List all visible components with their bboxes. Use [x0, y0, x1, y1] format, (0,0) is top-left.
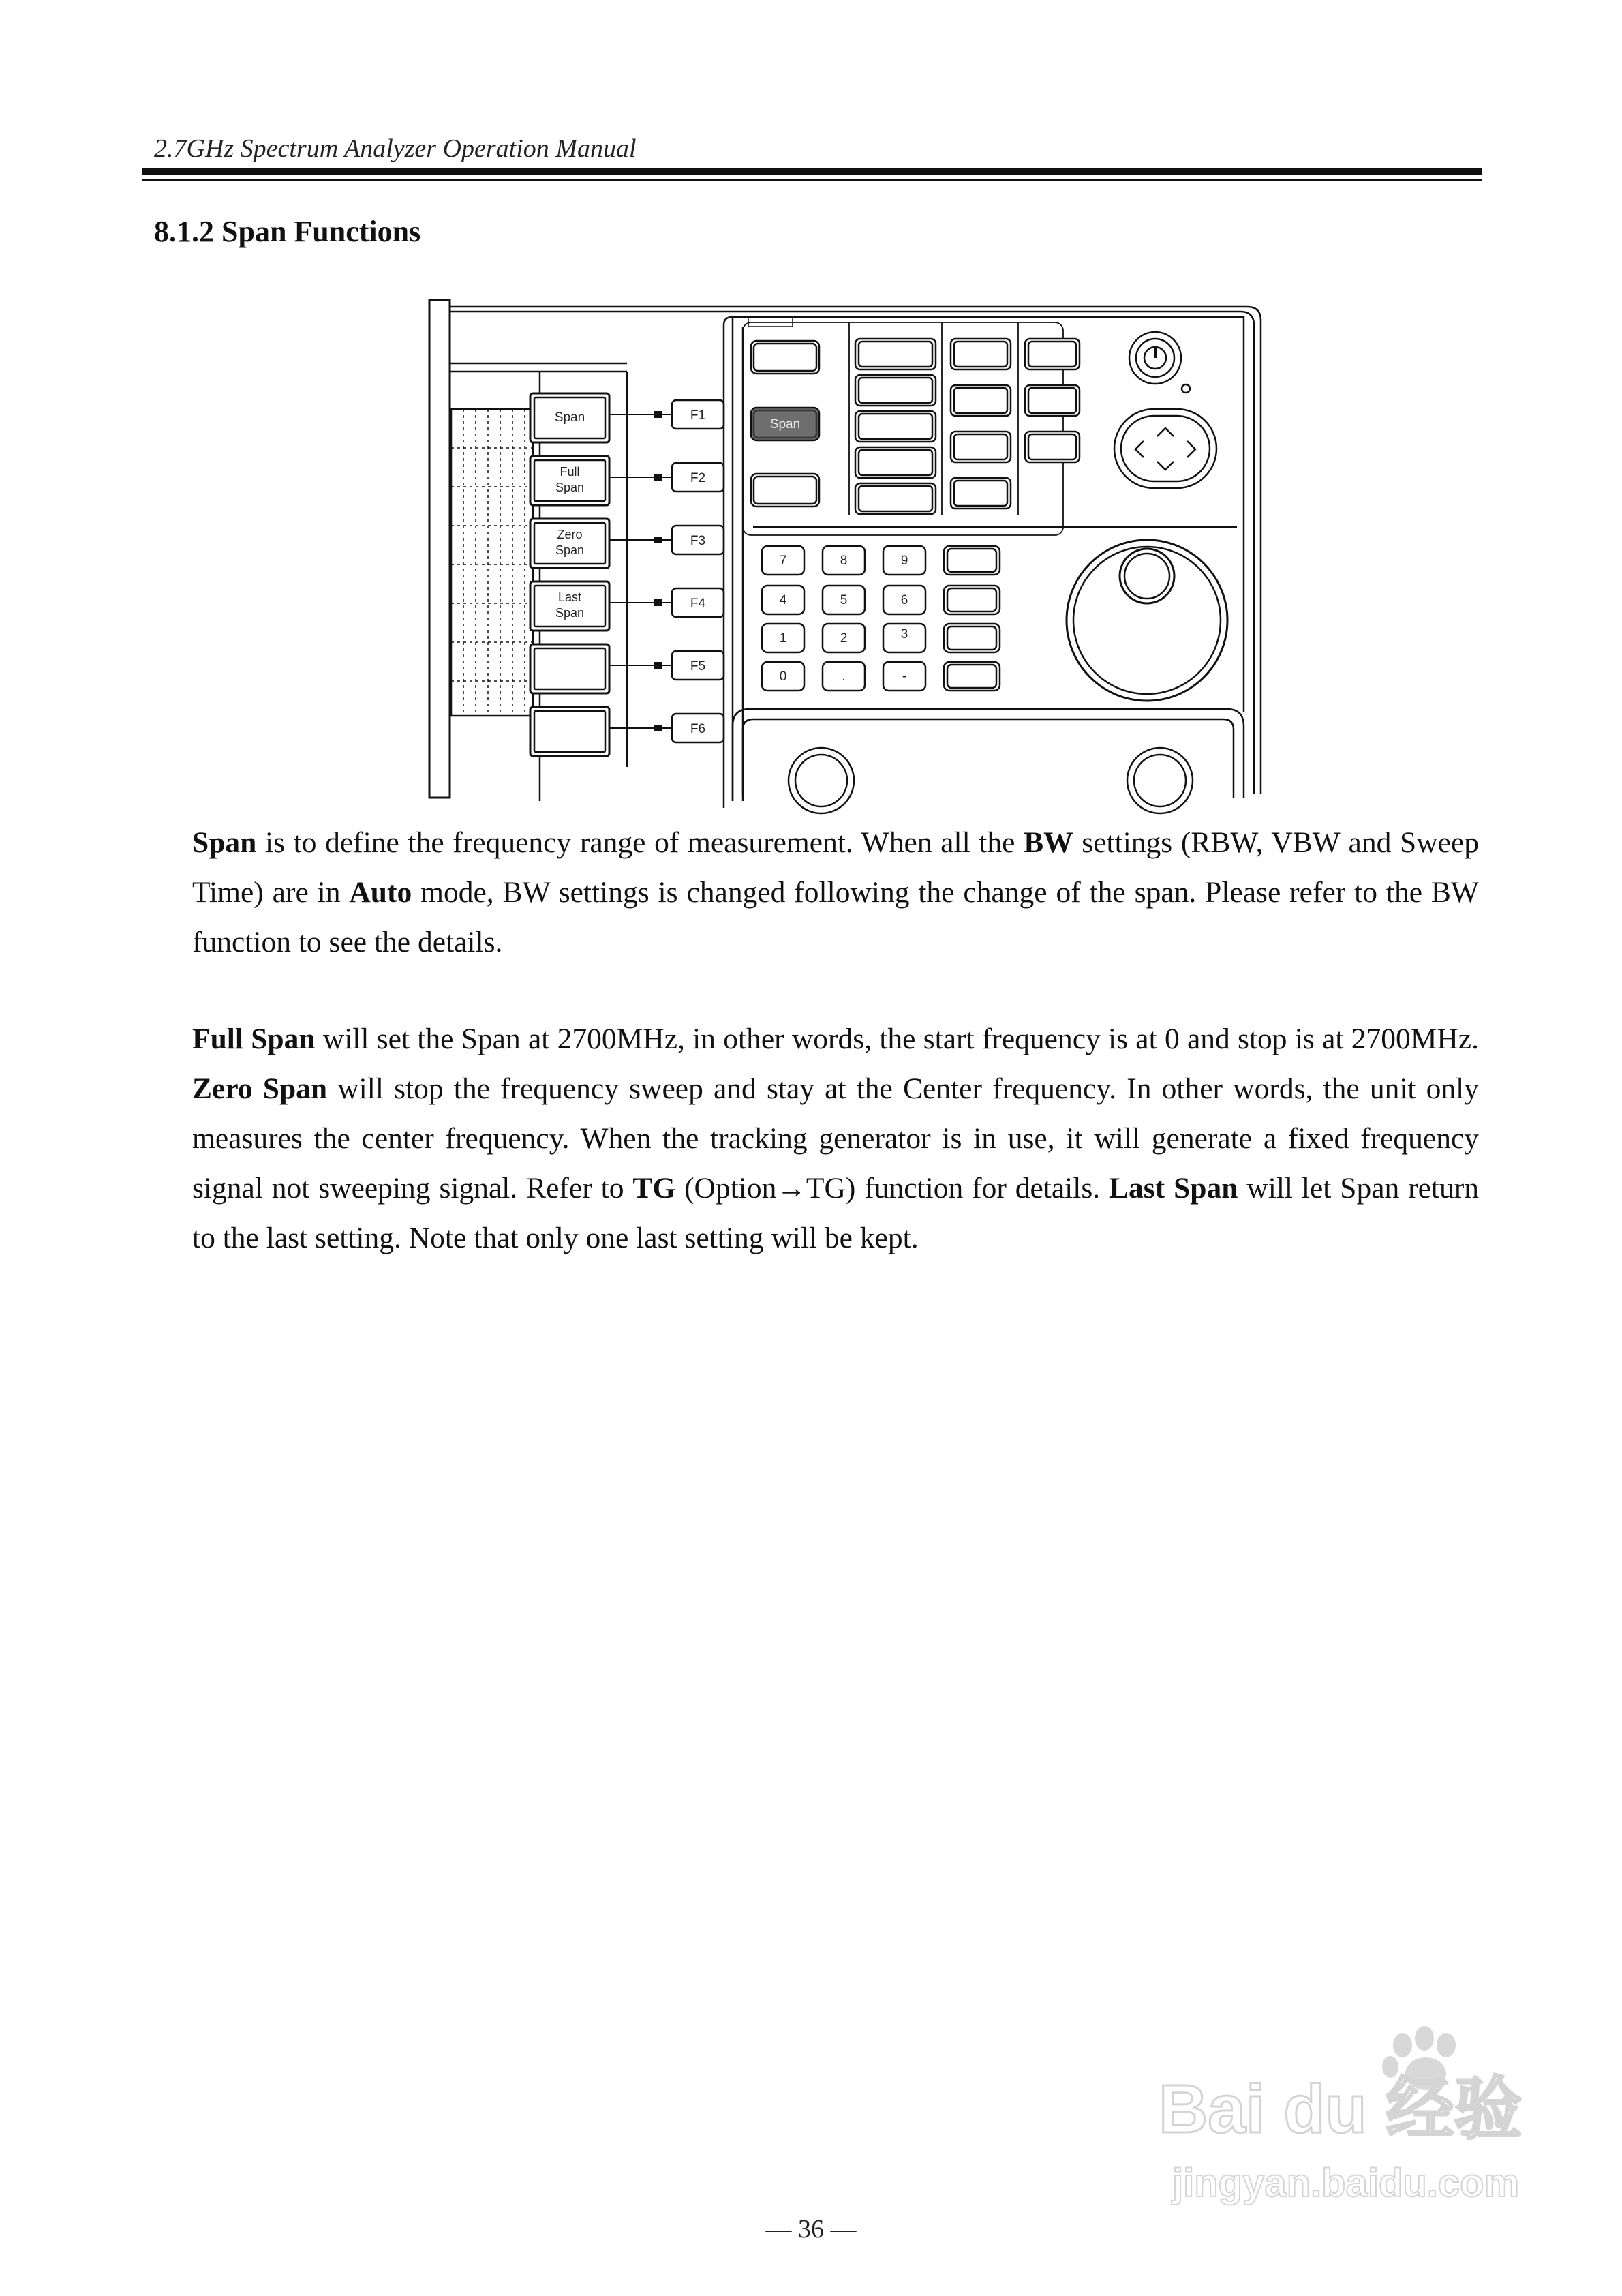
keypad-2: 2 — [840, 631, 848, 646]
front-panel-figure — [423, 290, 1274, 821]
keypad-7: 7 — [779, 554, 787, 568]
section-heading: 8.1.2 Span Functions — [154, 215, 421, 248]
input-connector-icon — [789, 748, 854, 813]
f3-key-label: F3 — [690, 534, 706, 548]
unit-key-column — [944, 546, 1000, 691]
term-auto: Auto — [349, 876, 412, 909]
f6-key-label: F6 — [690, 722, 706, 736]
power-button-icon — [1129, 332, 1190, 393]
softkey-zero-label-line2: Span — [555, 543, 585, 557]
keypad-8: 8 — [840, 554, 848, 568]
term-span: Span — [192, 826, 257, 859]
control-key-column — [951, 339, 1011, 509]
keypad-5: 5 — [840, 593, 848, 607]
term-zero-span: Zero Span — [192, 1072, 328, 1105]
p2-text-b: will stop the frequency sweep and stay at the Center frequency. In other words, the unit only measures the center frequency. When the tracking generator is in use, it will generate a fixed frequency signal not sweeping signal. Refer to — [192, 1072, 1480, 1205]
softkey-zero-label-line1: Zero — [557, 528, 583, 541]
term-full-span: Full Span — [192, 1023, 316, 1055]
term-tg: TG — [632, 1172, 676, 1205]
p2-text-c: (Option→TG) function for details. — [675, 1172, 1110, 1205]
output-connector-icon — [1127, 748, 1193, 813]
running-header: 2.7GHz Spectrum Analyzer Operation Manual — [154, 134, 637, 163]
rotary-knob-icon — [1067, 540, 1227, 701]
softkey-connectors — [609, 412, 675, 731]
paragraph-span — [192, 818, 1479, 967]
span-hardkey-label: Span — [769, 417, 801, 432]
baidu-watermark — [1145, 2018, 1527, 2250]
keypad-dot: . — [842, 669, 846, 684]
term-last-span: Last Span — [1109, 1172, 1238, 1205]
keypad-1: 1 — [779, 631, 787, 646]
keypad-0: 0 — [779, 669, 787, 684]
measure-key-column — [855, 339, 936, 514]
keypad-6: 6 — [900, 593, 908, 607]
softkey-full-label-line2: Span — [555, 481, 585, 494]
f5-key-label: F5 — [690, 659, 706, 674]
header-rule-thick — [142, 168, 1482, 175]
softkey-full-label-line1: Full — [560, 465, 580, 479]
softkey-labels — [530, 393, 609, 756]
keypad-3: 3 — [900, 627, 908, 641]
f4-key-label: F4 — [690, 596, 706, 611]
panel-bezel-edge — [429, 300, 450, 798]
softkey-span-label: Span — [554, 410, 585, 425]
p2-text-d: will let Span return to the last setting. Note that only one last setting will be kept. — [192, 1172, 1479, 1254]
softkey-last-label-line1: Last — [557, 590, 582, 604]
p1-text-b: settings (RBW, VBW and Sweep Time) are in — [192, 826, 1479, 909]
system-key-column — [1025, 339, 1080, 462]
keypad-4: 4 — [779, 593, 787, 607]
p2-text-a: will set the Span at 2700MHz, in other words, the start frequency is at 0 and stop is at 2700MHz. — [315, 1023, 1479, 1055]
p1-text-c: mode, BW settings is changed following the change of the span. Please refer to the BW function to see the details. — [192, 876, 1479, 958]
function-keys — [672, 400, 724, 742]
arrow-pad-icon — [1114, 409, 1216, 488]
watermark-line1: Bai du 经验 — [1159, 2071, 1522, 2147]
paragraph-span-modes — [192, 1014, 1479, 1263]
watermark-line2: jingyan.baidu.com — [1172, 2161, 1520, 2205]
header-rule-thin — [142, 179, 1482, 181]
keypad-9: 9 — [900, 554, 908, 568]
f1-key-label: F1 — [690, 408, 706, 423]
softkey-last-label-line2: Span — [555, 606, 585, 620]
f2-key-label: F2 — [690, 471, 706, 485]
term-bw: BW — [1024, 826, 1073, 859]
p1-text-a: is to define the frequency range of measurement. When all the — [256, 826, 1024, 859]
keypad-minus: - — [902, 669, 907, 684]
page-number: — 36 — — [765, 2215, 857, 2244]
